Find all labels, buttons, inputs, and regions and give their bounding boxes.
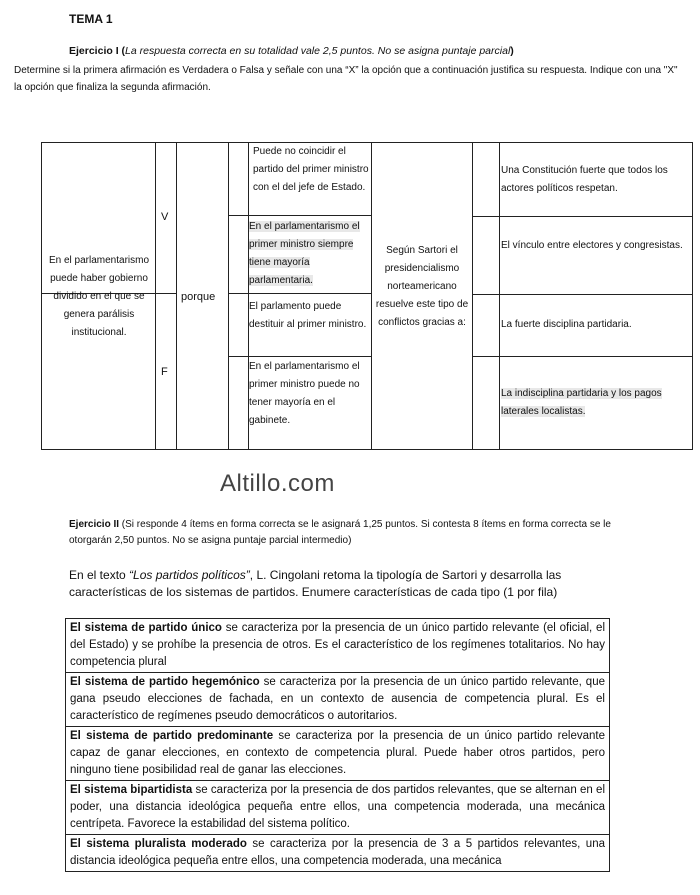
porque-label: porque xyxy=(181,291,216,303)
exercise-2-label: Ejercicio II xyxy=(69,519,120,530)
close-paren: ) xyxy=(510,45,514,57)
system-text: se caracteriza por la presencia de dos partidos relevantes, que se alternan en el poder, una distancia ideológica pequeña entre ellos, una competencia moderada, una mecánica centrípeta. Favorece la estabilidad del sistema político. xyxy=(70,784,606,830)
system-name: El sistema bipartidista xyxy=(70,784,193,796)
exercise-2-note: (Si responde 4 ítems en forma correcta se le asignará 1,25 puntos. Si contesta 8 ítems en forma correcta se le otorgarán 2,50 puntos. No se asigna puntaje parcial intermedio) xyxy=(69,519,611,546)
reason-4: En el parlamentarismo el primer ministro puede no tener mayoría en el gabinete. xyxy=(249,361,360,426)
system-box xyxy=(65,834,610,872)
system-text: se caracteriza por la presencia de un único partido relevante (el oficial, el del Estado) y se prohíbe la presencia de otros. Es el característico de los regímenes totalitarios. No hay competencia plural xyxy=(70,622,605,668)
exercise-1-note: La respuesta correcta en su totalidad vale 2,5 puntos. No se asigna puntaje parcial xyxy=(125,45,511,57)
reason-2: En el parlamentarismo el primer ministro siempre tiene mayoría parlamentaria. xyxy=(249,221,360,286)
system-name: El sistema pluralista moderado xyxy=(70,838,247,850)
intro-pre: En el texto xyxy=(69,568,130,582)
system-box xyxy=(65,672,610,726)
watermark: Altillo.com xyxy=(220,470,335,497)
exercise-2-intro xyxy=(69,567,639,601)
system-text: se caracteriza por la presencia de 3 a 5 partidos relevantes, una distancia ideológica pequeña entre ellos, una competencia moderada, una mecánica xyxy=(70,838,605,867)
true-label: V xyxy=(161,211,169,223)
system-text: se caracteriza por la presencia de un único partido relevante capaz de ganar elecciones, en contexto de competencia plural. Puede haber otros partidos, pero ninguno tiene posibilidad real de ganar las elecciones. xyxy=(70,730,605,776)
option-1: Una Constitución fuerte que todos los actores políticos respetan. xyxy=(501,165,668,194)
system-text: se caracteriza por la presencia de un único partido relevante, que gana pseudo elecciones de fachada, en un contexto de ausencia de competencia plural. Es el característico de regímenes pseudo democráticos o autoritarios. xyxy=(70,676,605,722)
system-name: El sistema de partido hegemónico xyxy=(70,676,260,688)
tema-title: TEMA 1 xyxy=(69,12,113,26)
system-box xyxy=(65,726,610,780)
sartori-cell: Según Sartori el presidencialismo norteamericano resuelve este tipo de conflictos gracias a: xyxy=(375,245,469,328)
exercise-1-instructions: Determine si la primera afirmación es Verdadera o Falsa y señale con una “X” la opción que a continuación justifica su respuesta. Indique con una "X" la opción que finaliza la segunda afirmación. xyxy=(14,65,678,93)
system-name: El sistema de partido único xyxy=(70,622,222,634)
intro-title: “Los partidos políticos” xyxy=(129,568,250,582)
reason-3: El parlamento puede destituir al primer ministro. xyxy=(249,301,367,330)
system-box xyxy=(65,618,610,672)
open-paren: ( xyxy=(121,45,126,57)
party-systems-list xyxy=(65,618,610,872)
option-2: El vínculo entre electores y congresistas. xyxy=(501,240,683,251)
option-4: La indisciplina partidaria y los pagos laterales localistas. xyxy=(501,388,662,417)
system-box xyxy=(65,780,610,834)
true-false-table xyxy=(41,142,693,450)
exercise-1-label: Ejercicio I xyxy=(69,45,119,57)
intro-post: , L. Cingolani retoma la tipología de Sartori y desarrolla las características de los sistemas de partidos. Enumere características de cada tipo (1 por fila) xyxy=(69,568,562,599)
false-label: F xyxy=(161,366,168,378)
option-3: La fuerte disciplina partidaria. xyxy=(501,319,632,330)
statement-cell: En el parlamentarismo puede haber gobierno dividido en el que se genera parálisis institucional. xyxy=(48,255,150,338)
exercise-1-header xyxy=(69,45,514,57)
system-name: El sistema de partido predominante xyxy=(70,730,274,742)
exercise-2-header xyxy=(69,517,629,549)
reason-1: Puede no coincidir el partido del primer ministro con el del jefe de Estado. xyxy=(253,146,369,193)
